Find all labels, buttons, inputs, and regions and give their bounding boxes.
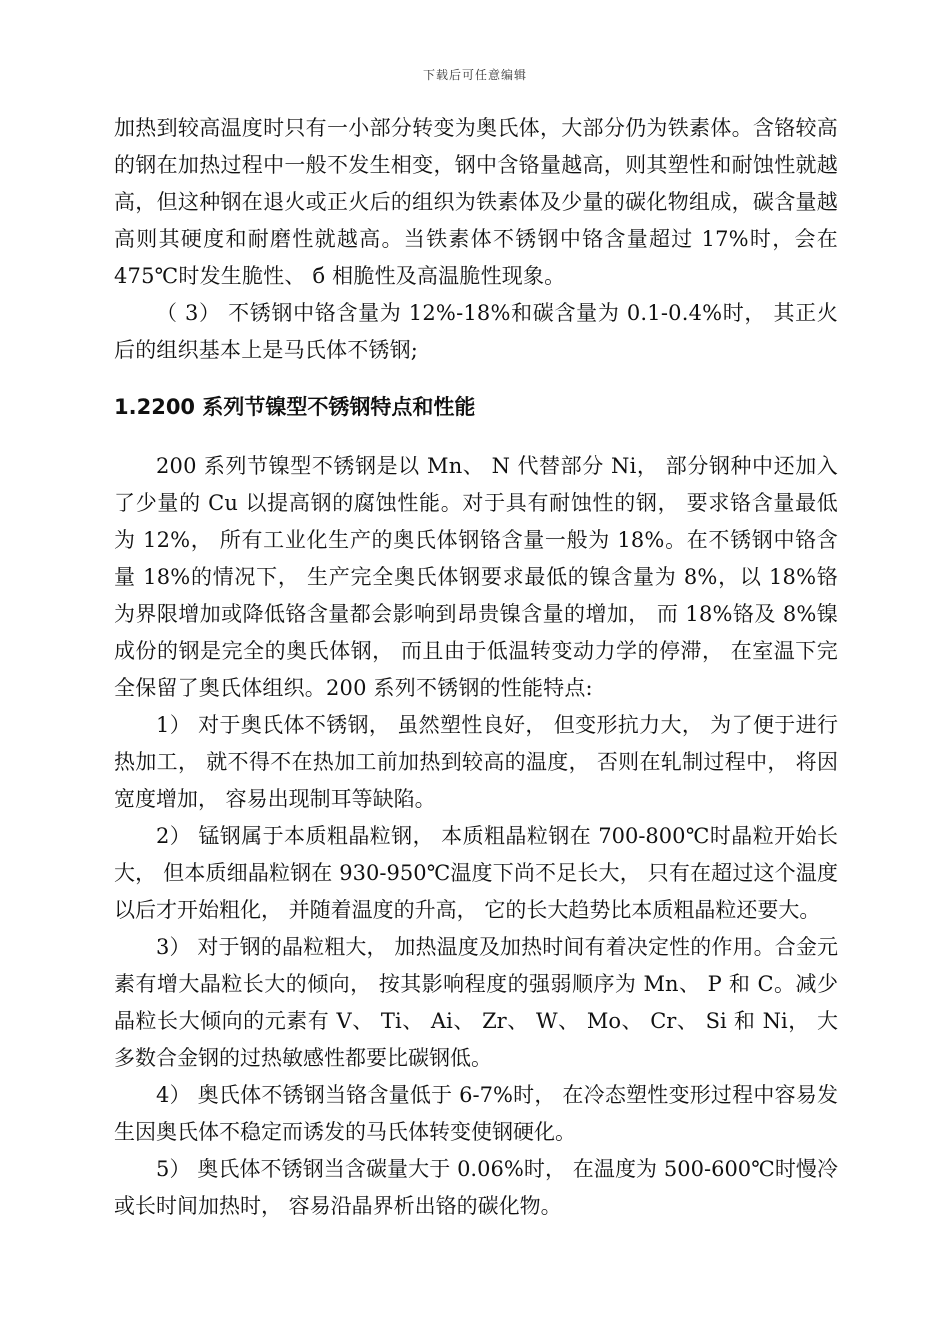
page-header: 下载后可任意编辑 [422,68,527,82]
section-heading: 1.2200 系列节镍型不锈钢特点和性能 [114,395,476,419]
paragraph-ferritic-continuation: 加热到较高温度时只有一小部分转变为奥氏体，大部分仍为铁素体。含铬较高的钢在加热过程中一般不发生相变，钢中含铬量越高，则其塑性和耐蚀性就越高，但这种钢在退火或正火后的组织为铁素体及少量的碳化物组成，碳含量越高则其硬度和耐磨性就越高。当铁素体不锈钢中铬含量超过 17%时，会在 475℃时发生脆性、 б 相脆性及高温脆性现象。 [114,116,838,288]
list-item-5: 5） 奥氏体不锈钢当含碳量大于 0.06%时， 在温度为 500-600℃时慢冷或长时间加热时， 容易沿晶界析出铬的碳化物。 [114,1157,838,1218]
paragraph-martensitic-point-3: （ 3） 不锈钢中铬含量为 12%-18%和碳含量为 0.1-0.4%时， 其正火后的组织基本上是马氏体不锈钢; [114,301,838,362]
document-body [114,110,838,1225]
list-item-4: 4） 奥氏体不锈钢当铬含量低于 6-7%时， 在冷态塑性变形过程中容易发生因奥氏体不稳定而诱发的马氏体转变使钢硬化。 [114,1083,838,1144]
list-item-1: 1） 对于奥氏体不锈钢， 虽然塑性良好， 但变形抗力大， 为了便于进行热加工， 就不得不在热加工前加热到较高的温度， 否则在轧制过程中， 将因宽度增加， 容易出现制耳等缺陷。 [114,713,838,811]
list-item-3: 3） 对于钢的晶粒粗大， 加热温度及加热时间有着决定性的作用。合金元素有增大晶粒长大的倾向， 按其影响程度的强弱顺序为 Mn、 P 和 C。减少晶粒长大倾向的元素有 V、 Ti、 Ai、 Zr、 W、 Mo、 Cr、 Si 和 Ni， 大多数合金钢的过热敏感性都要比碳钢低。 [114,935,838,1070]
section-intro-paragraph: 200 系列节镍型不锈钢是以 Mn、 N 代替部分 Ni， 部分钢种中还加入了少量的 Cu 以提高钢的腐蚀性能。对于具有耐蚀性的钢， 要求铬含量最低为 12%， 所有工业化生产的奥氏体钢铬含量一般为 18%。在不锈钢中铬含量 18%的情况下， 生产完全奥氏体钢要求最低的镍含量为 8%，以 18%铬为界限增加或降低铬含量都会影响到昂贵镍含量的增加， 而 18%铬及 8%镍成份的钢是完全的奥氏体钢， 而且由于低温转变动力学的停滞， 在室温下完全保留了奥氏体组织。200 系列不锈钢的性能特点: [114,454,838,700]
list-item-2: 2） 锰钢属于本质粗晶粒钢， 本质粗晶粒钢在 700-800℃时晶粒开始长大， 但本质细晶粒钢在 930-950℃温度下尚不足长大， 只有在超过这个温度以后才开始粗化， 并随着温度的升高， 它的长大趋势比本质粗晶粒还要大。 [114,824,838,922]
